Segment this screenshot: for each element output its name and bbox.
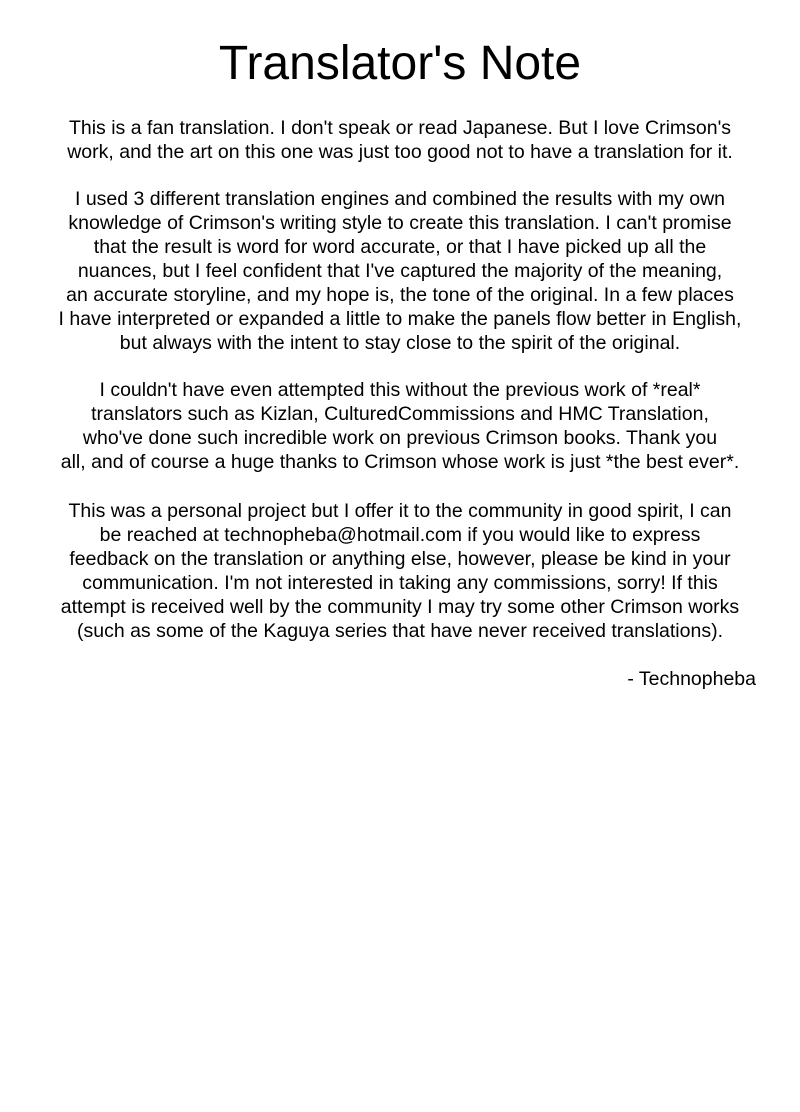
paragraph-line: nuances, but I feel confident that I've captured the majority of the meaning, <box>77 260 723 282</box>
paragraph-line: This was a personal project but I offer it to the community in good spirit, I can <box>68 500 732 522</box>
paragraph-line: translators such as Kizlan, CulturedCommissions and HMC Translation, <box>91 403 709 425</box>
paragraph-line: an accurate storyline, and my hope is, the tone of the original. In a few places <box>66 284 734 306</box>
paragraph-line: communication. I'm not interested in taking any commissions, sorry! If this <box>82 572 718 594</box>
paragraph-line: feedback on the translation or anything else, however, please be kind in your <box>69 548 731 570</box>
paragraph-contact <box>0 499 800 643</box>
paragraph-intro <box>0 116 800 164</box>
paragraph-line: knowledge of Crimson's writing style to create this translation. I can't promise <box>68 212 732 234</box>
paragraph-line: work, and the art on this one was just too good not to have a translation for it. <box>67 141 733 163</box>
paragraph-line: I have interpreted or expanded a little to make the panels flow better in English, <box>58 308 742 330</box>
paragraph-line: I used 3 different translation engines and combined the results with my own <box>74 188 725 210</box>
paragraph-line: This is a fan translation. I don't speak or read Japanese. But I love Crimson's <box>68 117 732 139</box>
paragraph-method <box>0 187 800 355</box>
signature: - Technopheba <box>627 668 756 690</box>
paragraph-line: but always with the intent to stay close to the spirit of the original. <box>119 332 681 354</box>
paragraph-line: all, and of course a huge thanks to Crimson whose work is just *the best ever*. <box>60 451 740 473</box>
paragraph-line: that the result is word for word accurate, or that I have picked up all the <box>93 236 707 258</box>
paragraph-line: attempt is received well by the community I may try some other Crimson works <box>60 596 740 618</box>
paragraph-line: I couldn't have even attempted this without the previous work of *real* <box>99 379 701 401</box>
paragraph-line: be reached at technopheba@hotmail.com if you would like to express <box>99 524 701 546</box>
paragraph-thanks <box>0 378 800 474</box>
page-title: Translator's Note <box>218 37 582 90</box>
paragraph-line: (such as some of the Kaguya series that have never received translations). <box>76 620 723 642</box>
paragraph-line: who've done such incredible work on previous Crimson books. Thank you <box>82 427 718 449</box>
